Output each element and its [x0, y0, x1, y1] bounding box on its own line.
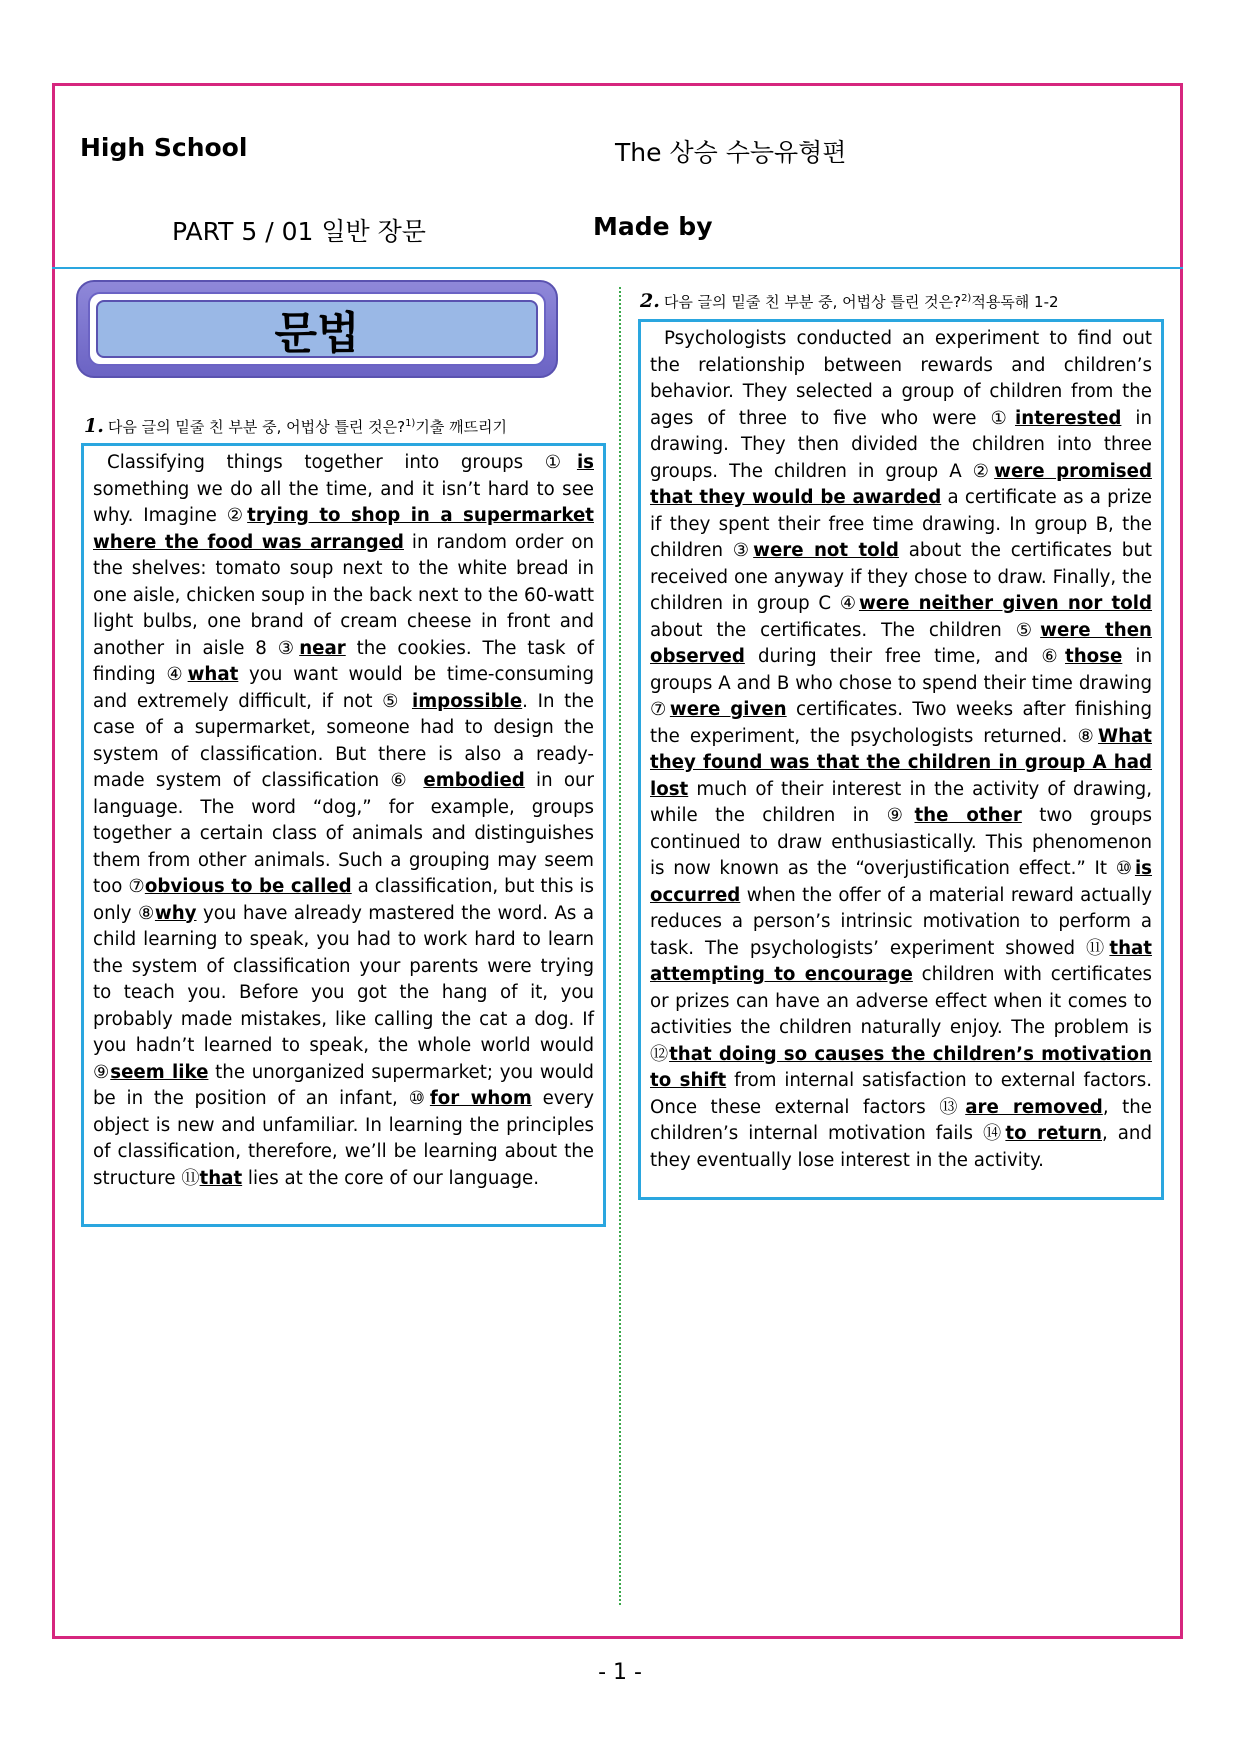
passage-text: much of their interest in the activity of drawing, while the children in [650, 778, 1152, 826]
passage-text: a classification, but this is only [93, 876, 595, 924]
passage-text: the unorganized supermarket; you would be in the position of an infant, [93, 1061, 594, 1109]
passage-text: in random order on the shelves: tomato soup next to the white bread in one aisle, chicken soup in the back next to the 60-watt light bulbs, one brand of cream cheese in front and another in aisle 8 [93, 531, 594, 659]
passage-1-box [81, 443, 606, 1227]
passage-text: ⑥ [1041, 646, 1066, 667]
underlined-choice: are removed [965, 1096, 1103, 1118]
passage-text: ⑩ [1115, 858, 1135, 879]
passage-text: a certificate as a prize if they spent their free time drawing. In group B, the children [650, 487, 1152, 561]
question-source: 기출 깨뜨리기 [415, 418, 508, 436]
book-title: The 상승 수능유형편 [615, 138, 847, 167]
underlined-choice: were promised that they would be awarded [650, 460, 1152, 508]
passage-text: lies at the core of our language. [242, 1167, 540, 1189]
passage-text: something we do all the time, and it isn’t hard to see why. Imagine [93, 478, 594, 526]
underlined-choice: that doing so causes the children’s motivation to shift [650, 1043, 1152, 1091]
passage-text: Classifying things together into groups [107, 452, 545, 473]
passage-text: ③ [277, 637, 300, 659]
passage-text: ⑬ [939, 1096, 966, 1118]
passage-text: when the offer of a material reward actually reduces a person’s intrinsic motivation to perform a task. The psychologists’ experiment showed [650, 884, 1152, 959]
underlined-choice: What they found was that the children in group A had lost [650, 725, 1152, 800]
question-prompt: 다음 글의 밑줄 친 부분 중, 어법상 틀린 것은? [663, 293, 962, 311]
question-prompt: 다음 글의 밑줄 친 부분 중, 어법상 틀린 것은? [107, 418, 406, 436]
passage-text: every object is new and unfamiliar. In learning the principles of classification, therefore, we’ll be learning about the structure [93, 1088, 594, 1189]
underlined-choice: seem like [110, 1061, 209, 1083]
underlined-choice: those [1065, 646, 1123, 667]
passage-2-text [650, 326, 1152, 1174]
question-number: 2. [640, 290, 660, 312]
passage-text: two groups continued to draw enthusiastically. This phenomenon is now known as the “overjustification effect.” It [650, 805, 1152, 879]
passage-text: you have already mastered the word. As a child learning to speak, you had to work hard to learn the system of classification your parents were trying to teach you. Before you got the hang of it, you probably made mistakes, like calling the cat a dog. If you hadn’t learned to speak, the whole world would [93, 902, 594, 1056]
section-banner [76, 280, 558, 378]
passage-text: ③ [732, 540, 754, 561]
question-number: 1. [84, 415, 104, 437]
question-2-title [640, 290, 1059, 312]
underlined-choice: what [187, 664, 239, 685]
passage-text: ⑨ [93, 1061, 111, 1083]
passage-text: ⑭ [982, 1123, 1006, 1144]
passage-text: about the certificates. The children [650, 619, 1016, 641]
passage-text: ⑪ [1086, 937, 1110, 959]
passage-text: , and they eventually lose interest in the activity. [650, 1123, 1153, 1171]
passage-text: . In the case of a supermarket, someone had to design the system of classification. But there is also a ready-made system of classification [93, 690, 594, 791]
underlined-choice: is occurred [650, 858, 1152, 906]
underlined-choice: interested [1015, 407, 1122, 429]
underlined-choice: obvious to be called [144, 876, 352, 897]
underlined-choice: near [299, 637, 346, 659]
passage-text: ④ [839, 593, 859, 614]
passage-text: you want would be time-consuming and extremely difficult, if not [93, 664, 594, 712]
part-label: PART 5 / 01 일반 장문 [172, 217, 426, 246]
underlined-choice: impossible [411, 690, 523, 712]
underlined-choice: for whom [429, 1088, 532, 1109]
passage-text: from internal satisfaction to external factors. Once these external factors [650, 1070, 1152, 1118]
passage-text: ⑫ [650, 1043, 670, 1065]
underlined-choice: why [154, 902, 197, 924]
passage-text: ① [990, 407, 1016, 429]
question-source: 적용독해 1-2 [971, 293, 1059, 311]
passage-text: ⑦ [650, 699, 670, 720]
page-number: - 1 - [598, 1660, 642, 1685]
passage-text: ① [544, 452, 577, 473]
underlined-choice: the other [914, 805, 1022, 826]
passage-text: ⑥ [390, 770, 424, 791]
passage-text: about the certificates but received one anyway if they chose to draw. Finally, the children in group C [650, 540, 1153, 614]
passage-text: certificates. Two weeks after finishing the experiment, the psychologists returned. [650, 699, 1152, 747]
passage-text: ⑧ [1077, 725, 1099, 747]
passage-text: the cookies. The task of finding [93, 637, 594, 685]
underlined-choice: to return [1005, 1123, 1102, 1144]
underlined-choice: were neither given nor told [858, 593, 1153, 614]
column-divider [619, 287, 621, 1605]
passage-text: ② [226, 505, 248, 526]
underlined-choice: were given [669, 699, 787, 720]
footnote-mark: 1) [405, 418, 416, 429]
underlined-choice: trying to shop in a supermarket where the food was arranged [93, 505, 594, 553]
passage-text: , the children’s internal motivation fails [650, 1096, 1152, 1144]
passage-text: in drawing. They then divided the children into three groups. The children in group A [650, 407, 1152, 482]
passage-text: Psychologists conducted an experiment to find out the relationship between rewards and children’s behavior. They selected a group of children from the ages of three to five who were [650, 328, 1152, 429]
section-title: 문법 [96, 300, 538, 358]
passage-text: in groups A and B who chose to spend their time drawing [650, 646, 1152, 694]
passage-text: ④ [166, 664, 188, 685]
passage-text: during their free time, and [744, 646, 1042, 667]
underlined-choice: were not told [753, 540, 899, 561]
made-by-label: Made by [593, 212, 713, 241]
header-rule [52, 267, 1183, 269]
footnote-mark: 2) [961, 293, 972, 304]
passage-text: ⑨ [886, 805, 915, 826]
underlined-choice: that [199, 1167, 243, 1189]
underlined-choice: were then observed [650, 619, 1152, 667]
passage-text: ② [972, 460, 995, 482]
underlined-choice: is [576, 452, 594, 473]
passage-text: in our language. The word “dog,” for example, groups together a certain class of animals and distinguishes them from other animals. Such a grouping may seem too [93, 770, 594, 897]
question-1-title [84, 415, 507, 437]
passage-text: ⑩ [408, 1088, 430, 1109]
passage-2-box [638, 319, 1164, 1200]
passage-text: ⑤ [382, 690, 412, 712]
passage-text: ⑦ [128, 876, 145, 897]
passage-text: ⑧ [137, 902, 155, 924]
passage-text: ⑪ [181, 1167, 200, 1189]
underlined-choice: that attempting to encourage [650, 937, 1152, 985]
passage-text: children with certificates or prizes can have an adverse effect when it comes to activities the children naturally enjoy. The problem is [650, 964, 1152, 1038]
underlined-choice: embodied [423, 770, 525, 791]
passage-1-text [93, 450, 594, 1192]
school-label: High School [80, 133, 248, 162]
passage-text: ⑤ [1015, 619, 1041, 641]
